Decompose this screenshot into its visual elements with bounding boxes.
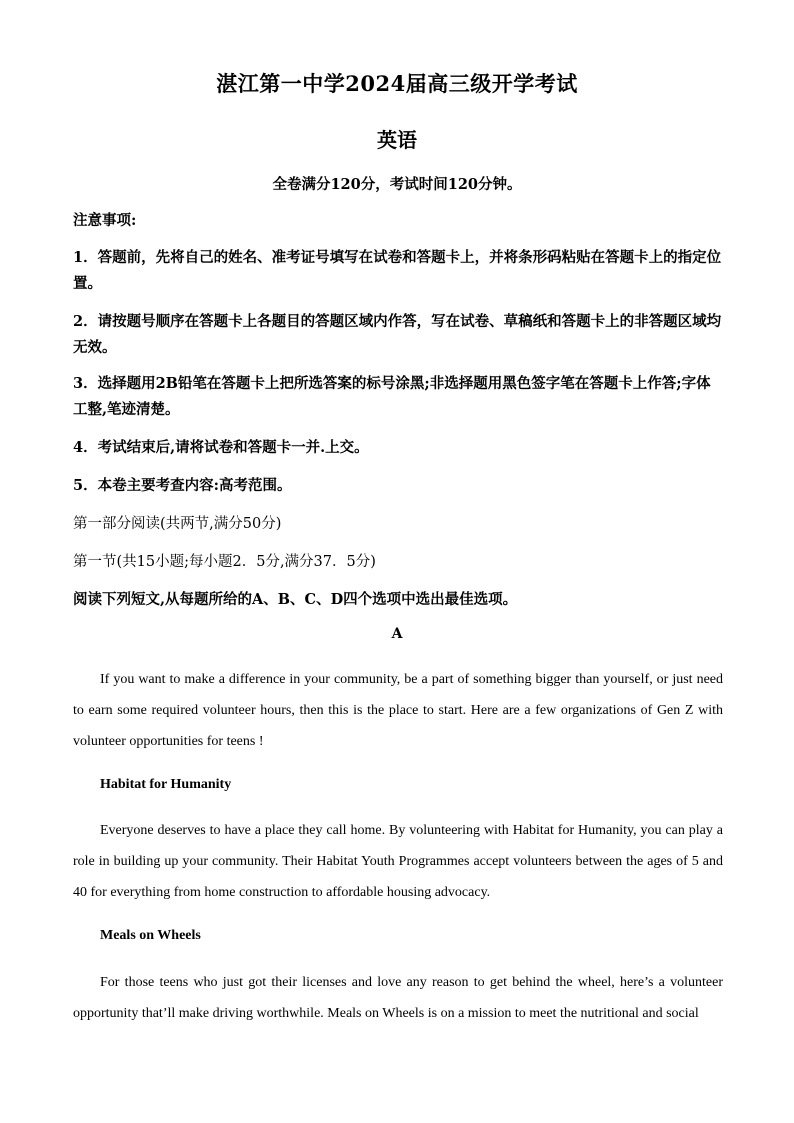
note-item-4: 4．考试结束后,请将试卷和答题卡一并.上交。 [73, 439, 369, 456]
passage-intro: If you want to make a difference in your community, be a part of something bigger than yourself, or just need to earn some required volunteer hours, then this is the place to start. Here are a few organizations of Gen Z with volunteer opportunities for teens ! [73, 672, 723, 749]
note-item-2: 2．请按题号顺序在答题卡上各题目的答题区域内作答，写在试卷、草稿纸和答题卡上的非答题区域均无效。 [73, 313, 722, 356]
subject-title: 英语 [377, 128, 417, 152]
note-item-5: 5．本卷主要考查内容:高考范围。 [73, 477, 292, 494]
note-item-3: 3．选择题用2B铅笔在答题卡上把所选答案的标号涂黑;非选择题用黑色签字笔在答题卡上作答;字体工整,笔迹清楚。 [73, 375, 711, 418]
org-paragraph-meals: For those teens who just got their licenses and love any reason to get behind the wheel, here’s a volunteer opportunity that’ll make driving worthwhile. Meals on Wheels is on a mission to meet the nutritional and social [73, 975, 723, 1021]
section-title: 第一节(共15小题;每小题2．5分,满分37．5分) [73, 554, 376, 570]
part-title: 第一部分阅读(共两节,满分50分) [73, 516, 282, 532]
exam-title: 湛江第一中学2024届高三级开学考试 [216, 71, 578, 96]
notes-heading: 注意事项: [73, 212, 137, 229]
org-paragraph-habitat: Everyone deserves to have a place they call home. By volunteering with Habitat for Humanity, you can play a role in building up your community. Their Habitat Youth Programmes accept volunteers between the ages of 5 and 40 for everything from home construction to affordable housing advocacy. [73, 823, 723, 900]
score-time-line: 全卷满分120分，考试时间120分钟。 [272, 176, 522, 193]
reading-instruction: 阅读下列短文,从每题所给的A、B、C、D四个选项中选出最佳选项。 [73, 591, 518, 608]
note-item-1: 1．答题前，先将自己的姓名、准考证号填写在试卷和答题卡上，并将条形码粘贴在答题卡上的指定位置。 [73, 249, 722, 292]
org-heading-habitat: Habitat for Humanity [100, 777, 232, 792]
org-heading-meals: Meals on Wheels [100, 928, 201, 943]
passage-letter: A [391, 626, 403, 642]
